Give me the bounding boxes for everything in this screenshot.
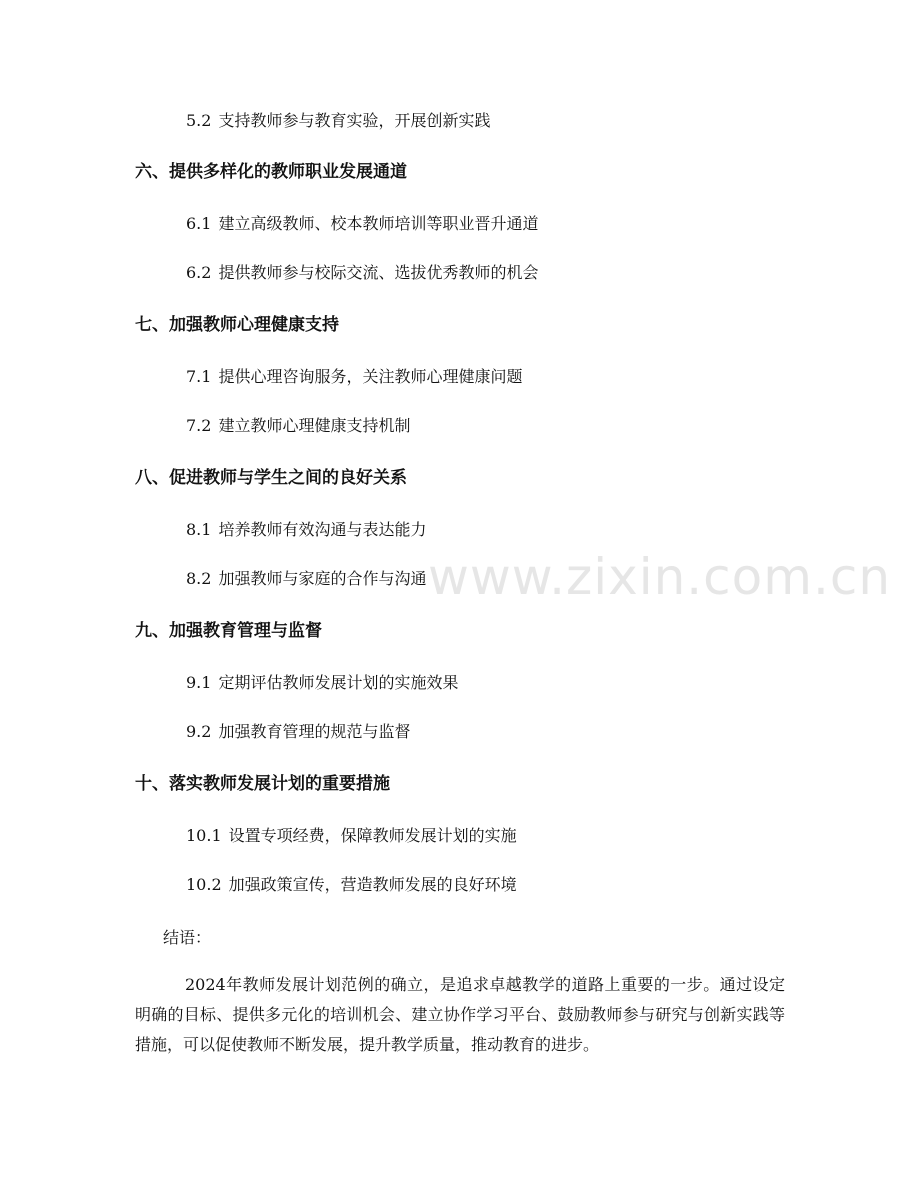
subsection-number: 7.2 [186, 416, 212, 435]
subsection-number: 10.1 [186, 826, 222, 845]
subsection-number: 9.2 [186, 722, 212, 741]
section-heading-7: 七、加强教师心理健康支持 [135, 315, 339, 335]
subsection-8-2 [186, 568, 426, 590]
subsection-10-2 [186, 874, 517, 896]
subsection-text: 定期评估教师发展计划的实施效果 [218, 673, 459, 692]
subsection-5-2 [186, 110, 490, 132]
subsection-7-2 [186, 415, 410, 437]
section-heading-9: 九、加强教育管理与监督 [135, 621, 322, 641]
subsection-number: 8.2 [186, 569, 212, 588]
subsection-8-1 [186, 519, 426, 541]
subsection-text: 支持教师参与教育实验，开展创新实践 [218, 111, 491, 130]
subsection-number: 7.1 [186, 367, 212, 386]
subsection-9-2 [186, 721, 410, 743]
conclusion-label: 结语： [163, 928, 212, 947]
subsection-6-2 [186, 262, 538, 284]
subsection-6-1 [186, 213, 538, 235]
subsection-text: 加强政策宣传，营造教师发展的良好环境 [228, 875, 517, 894]
subsection-text: 加强教育管理的规范与监督 [218, 722, 411, 741]
section-heading-10: 十、落实教师发展计划的重要措施 [135, 774, 390, 794]
subsection-number: 5.2 [186, 111, 212, 130]
subsection-10-1 [186, 825, 517, 847]
subsection-7-1 [186, 366, 522, 388]
subsection-number: 6.2 [186, 263, 212, 282]
subsection-text: 建立教师心理健康支持机制 [218, 416, 411, 435]
subsection-text: 加强教师与家庭的合作与沟通 [218, 569, 427, 588]
subsection-9-1 [186, 672, 458, 694]
watermark: www.zixin.com.cn [428, 548, 892, 606]
conclusion-paragraph: 2024年教师发展计划范例的确立，是追求卓越教学的道路上重要的一步。通过设定明确的目标、提供多元化的培训机会、建立协作学习平台、鼓励教师参与研究与创新实践等措施，可以促使教师不断发展，提升教学质量，推动教育的进步。 [135, 975, 785, 1054]
subsection-number: 6.1 [186, 214, 212, 233]
subsection-text: 提供教师参与校际交流、选拔优秀教师的机会 [218, 263, 539, 282]
section-heading-8: 八、促进教师与学生之间的良好关系 [135, 468, 407, 488]
subsection-number: 8.1 [186, 520, 212, 539]
subsection-text: 设置专项经费，保障教师发展计划的实施 [228, 826, 517, 845]
subsection-text: 建立高级教师、校本教师培训等职业晋升通道 [218, 214, 539, 233]
subsection-number: 9.1 [186, 673, 212, 692]
subsection-number: 10.2 [186, 875, 222, 894]
subsection-text: 培养教师有效沟通与表达能力 [218, 520, 427, 539]
subsection-text: 提供心理咨询服务，关注教师心理健康问题 [218, 367, 523, 386]
section-heading-6: 六、提供多样化的教师职业发展通道 [135, 162, 407, 182]
